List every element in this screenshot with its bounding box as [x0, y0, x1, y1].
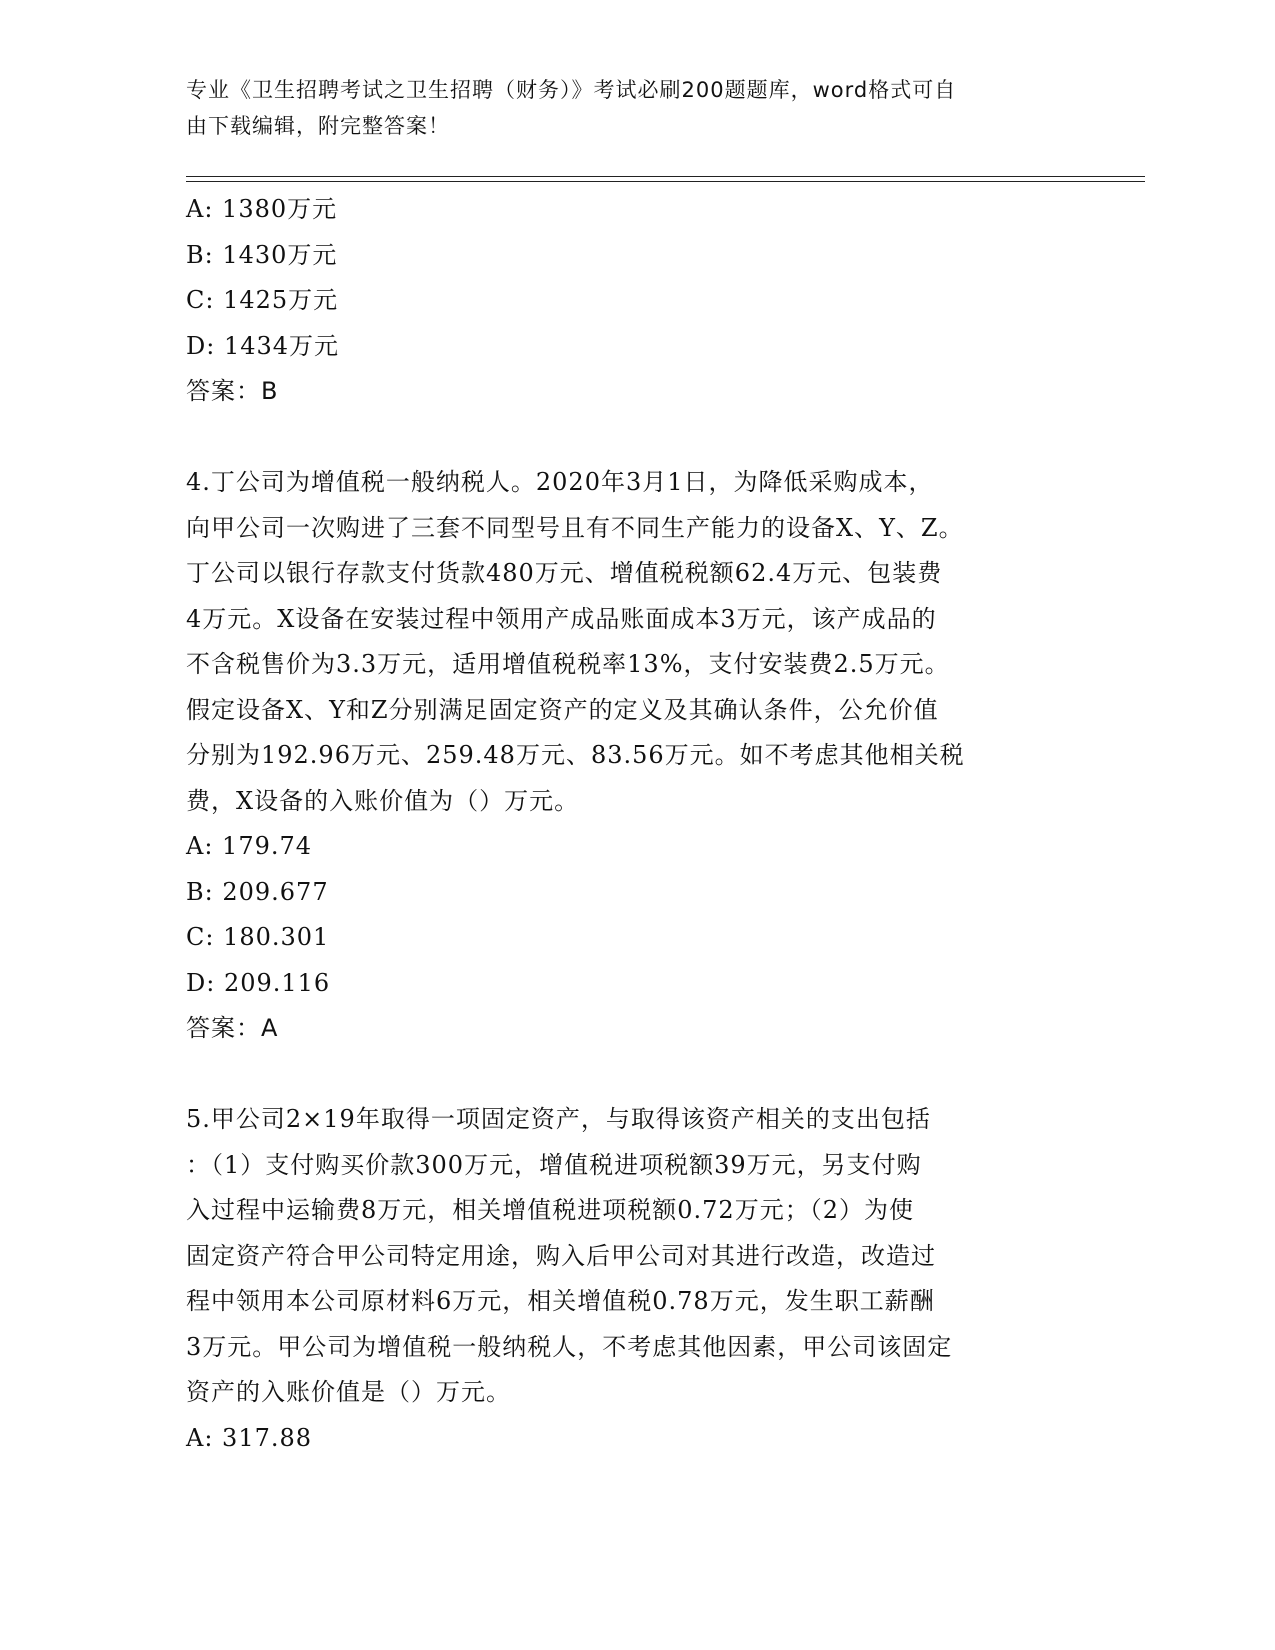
option-b: B: 1430万元: [186, 240, 338, 269]
document-header: [186, 72, 1086, 144]
answer-line: 答案：B: [186, 377, 279, 405]
question-4-block: [186, 460, 1086, 1052]
question-text-line: 入过程中运输费8万元，相关增值税进项税额0.72万元；（2）为使: [186, 1196, 914, 1224]
option-b: B: 209.677: [186, 877, 329, 906]
question-text-line: 费，X设备的入账价值为（）万元。: [186, 786, 580, 815]
answer-line: 答案：A: [186, 1014, 279, 1042]
question-text-line: 程中领用本公司原材料6万元，相关增值税0.78万元，发生职工薪酬: [186, 1287, 935, 1315]
option-d: D: 1434万元: [186, 331, 340, 360]
question-text-line: 固定资产符合甲公司特定用途，购入后甲公司对其进行改造，改造过: [186, 1241, 936, 1270]
question-text-line: 4万元。X设备在安装过程中领用产成品账面成本3万元，该产成品的: [186, 604, 937, 633]
document-body: [186, 187, 1086, 1461]
option-c: C: 1425万元: [186, 286, 339, 314]
header-line-1: 专业《卫生招聘考试之卫生招聘（财务）》考试必刷200题题库，word格式可自: [186, 78, 957, 102]
question-text-line: 向甲公司一次购进了三套不同型号且有不同生产能力的设备X、Y、Z。: [186, 513, 964, 542]
option-a: A: 179.74: [186, 832, 313, 860]
question-text-line: 分别为192.96万元、259.48万元、83.56万元。如不考虑其他相关税: [186, 741, 965, 769]
question-text-line: 丁公司以银行存款支付货款480万元、增值税税额62.4万元、包装费: [186, 559, 943, 587]
question-text-line: 4.丁公司为增值税一般纳税人。2020年3月1日，为降低采购成本，: [186, 468, 934, 496]
question-text-line: 3万元。甲公司为增值税一般纳税人，不考虑其他因素，甲公司该固定: [186, 1332, 953, 1361]
option-a: A: 317.88: [186, 1423, 313, 1452]
header-divider-bottom: [186, 181, 1145, 182]
question-text-line: 5.甲公司2×19年取得一项固定资产，与取得该资产相关的支出包括: [186, 1105, 931, 1133]
question-text-line: 不含税售价为3.3万元，适用增值税税率13%，支付安装费2.5万元。: [186, 650, 950, 678]
option-c: C: 180.301: [186, 923, 330, 951]
header-divider-top: [186, 176, 1145, 177]
question-text-line: 资产的入账价值是（）万元。: [186, 1378, 511, 1406]
question-3-block: [186, 187, 1086, 415]
question-5-block: [186, 1097, 1086, 1461]
option-d: D: 209.116: [186, 968, 331, 997]
question-text-line: 假定设备X、Y和Z分别满足固定资产的定义及其确认条件，公允价值: [186, 695, 939, 724]
question-text-line: ：（1）支付购买价款300万元，增值税进项税额39万元，另支付购: [186, 1150, 922, 1179]
option-a: A: 1380万元: [186, 195, 338, 223]
header-line-2: 由下载编辑，附完整答案！: [186, 114, 450, 138]
